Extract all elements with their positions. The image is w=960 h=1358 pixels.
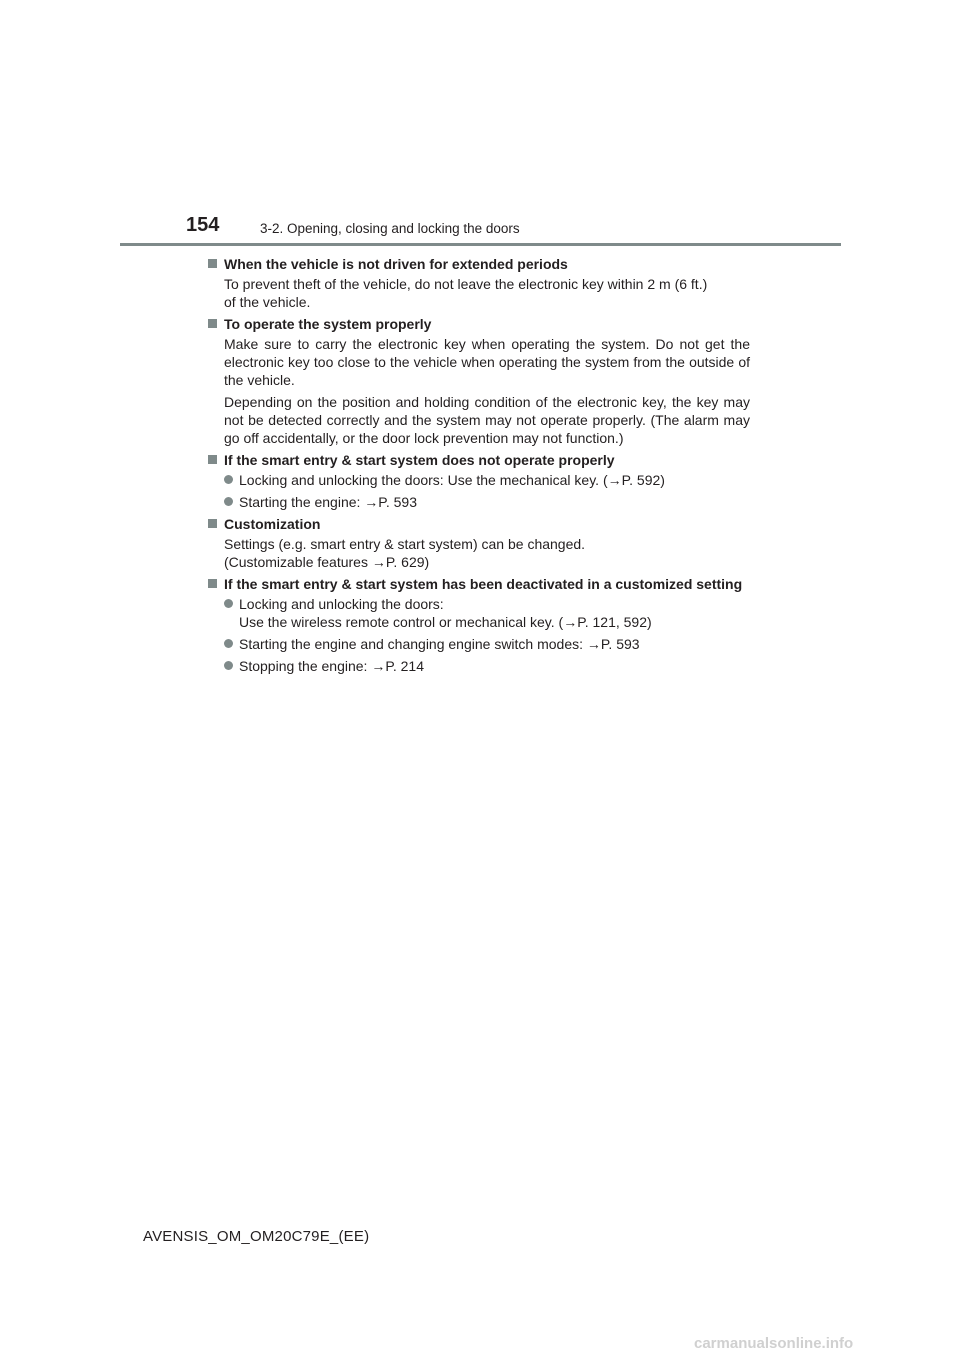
list-item-text: Stopping the engine: →P. 214 <box>239 658 425 674</box>
list-item-text: Starting the engine and changing engine switch modes: →P. 593 <box>239 636 640 652</box>
round-bullet-icon <box>224 661 233 670</box>
square-bullet-icon <box>208 519 217 528</box>
topic-heading <box>208 315 750 333</box>
page-body <box>208 255 750 679</box>
square-bullet-icon <box>208 259 217 268</box>
paragraph: To prevent theft of the vehicle, do not leave the electronic key within 2 m (6 ft.) of the vehicle. <box>224 276 708 310</box>
list-item <box>224 635 750 653</box>
topic-heading-text: If the smart entry & start system does not operate properly <box>224 452 615 468</box>
round-bullet-icon <box>224 639 233 648</box>
list-item <box>224 595 750 631</box>
list-item-text: Locking and unlocking the doors: Use the mechanical key. (→P. 592) <box>239 472 665 488</box>
watermark: carmanualsonline.info <box>694 1335 854 1352</box>
paragraph: Depending on the position and holding condition of the electronic key, the key may not be detected correctly and the system may not operate properly. (The alarm may go off accidentally, or the door lock prevention may not function.) <box>224 394 750 446</box>
document-code: AVENSIS_OM_OM20C79E_(EE) <box>143 1228 370 1245</box>
list-item-text: Locking and unlocking the doors: Use the wireless remote control or mechanical key. (→P. 121, 592) <box>239 596 652 630</box>
list-item-text: Starting the engine: →P. 593 <box>239 494 417 510</box>
paragraph: Settings (e.g. smart entry & start system) can be changed. (Customizable features →P. 629) <box>224 536 586 570</box>
round-bullet-icon <box>224 599 233 608</box>
topic-heading <box>208 515 750 533</box>
topic-customization <box>208 515 750 571</box>
topic-heading-text: To operate the system properly <box>224 316 432 332</box>
list-item <box>224 657 750 675</box>
square-bullet-icon <box>208 455 217 464</box>
topic-heading <box>208 255 750 273</box>
round-bullet-icon <box>224 475 233 484</box>
round-bullet-icon <box>224 497 233 506</box>
header-divider <box>120 243 841 246</box>
topic-heading-text: When the vehicle is not driven for extended periods <box>224 256 568 272</box>
topic-heading-text: Customization <box>224 516 321 532</box>
list-item <box>224 471 750 489</box>
square-bullet-icon <box>208 319 217 328</box>
topic-extended-periods <box>208 255 750 311</box>
topic-operate-properly <box>208 315 750 447</box>
section-title: 3-2. Opening, closing and locking the doors <box>260 221 520 236</box>
page-number: 154 <box>186 214 220 236</box>
topic-heading <box>208 575 750 593</box>
square-bullet-icon <box>208 579 217 588</box>
list-item <box>224 493 750 511</box>
topic-does-not-operate <box>208 451 750 511</box>
topic-heading-text: If the smart entry & start system has been deactivated in a customized setting <box>224 576 743 592</box>
topic-heading <box>208 451 750 469</box>
paragraph: Make sure to carry the electronic key when operating the system. Do not get the electronic key too close to the vehicle when operating the system from the outside of the vehicle. <box>224 336 750 388</box>
topic-deactivated-setting <box>208 575 750 675</box>
